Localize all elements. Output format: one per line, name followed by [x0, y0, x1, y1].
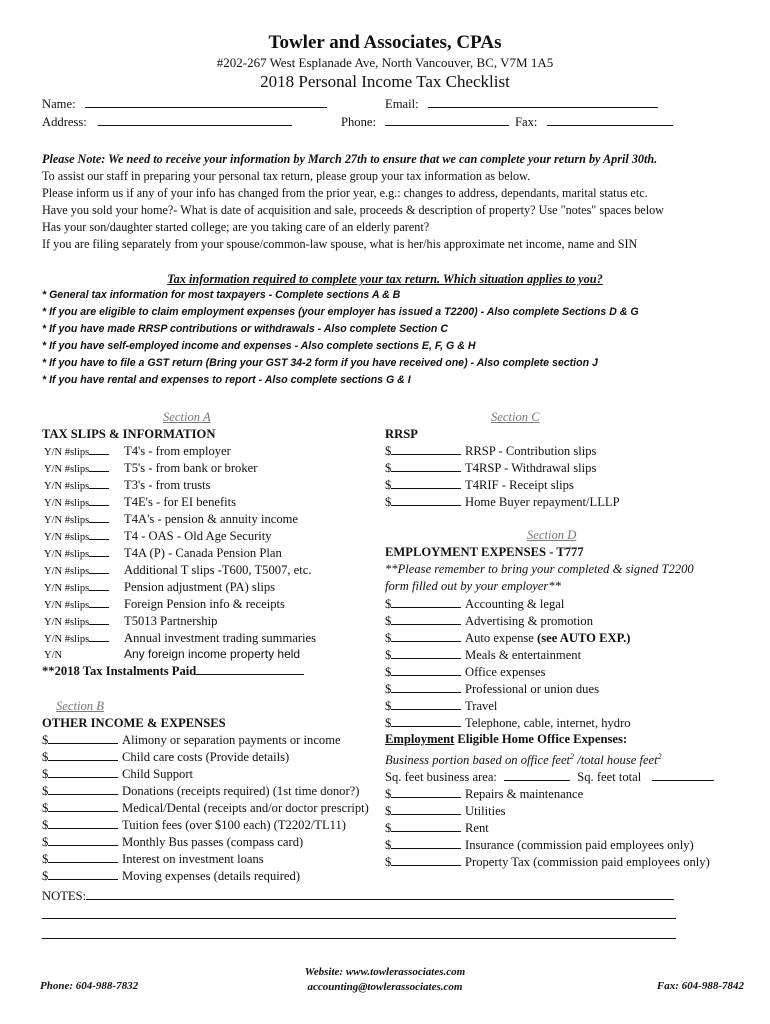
section-b-item: Child Support	[122, 767, 194, 781]
section-a-row	[44, 444, 231, 459]
amount-field[interactable]: $	[385, 804, 465, 819]
name-label: Name:	[42, 97, 76, 111]
situations-heading: Tax information required to complete your tax return. Which situation applies to you?	[167, 272, 603, 286]
amount-field[interactable]: $	[385, 495, 465, 510]
email-input-line[interactable]	[428, 106, 658, 108]
notes-row	[42, 889, 674, 904]
section-d-item: Meals & entertainment	[465, 648, 582, 662]
instalments-input-line[interactable]	[196, 673, 304, 675]
section-d-row	[385, 716, 631, 731]
home-office-row	[385, 804, 506, 819]
section-b-item: Medical/Dental (receipts and/or doctor prescript)	[122, 801, 369, 815]
section-c-item: T4RSP - Withdrawal slips	[465, 461, 597, 475]
section-b-row	[42, 750, 289, 765]
section-d-row	[385, 665, 546, 680]
sqft-total-label: Sq. feet total	[577, 770, 642, 784]
section-d-item: Professional or union dues	[465, 682, 599, 696]
yn-slips-field[interactable]: Y/N #slips	[44, 566, 124, 577]
section-c-row	[385, 495, 620, 510]
section-c-item: RRSP - Contribution slips	[465, 444, 597, 458]
home-office-item: Property Tax (commission paid employees only)	[465, 855, 710, 869]
intro-line: To assist our staff in preparing your personal tax return, please group your tax information as below.	[42, 169, 531, 183]
section-b-heading: OTHER INCOME & EXPENSES	[42, 716, 226, 730]
section-c-item: T4RIF - Receipt slips	[465, 478, 574, 492]
home-office-row	[385, 787, 583, 802]
section-a-row	[44, 647, 300, 662]
section-a-row	[44, 614, 217, 629]
phone-input-line[interactable]	[385, 124, 509, 126]
section-a-row	[44, 529, 272, 544]
business-portion-note: Business portion based on office feet$^2$ /total house feet$^2$	[385, 752, 662, 768]
yn-slips-field[interactable]: Y/N #slips	[44, 549, 124, 560]
situation-item: * If you have self-employed income and expenses - Also complete sections E, F, G & H	[42, 340, 476, 352]
section-b-item: Donations (receipts required) (1st time donor?)	[122, 784, 360, 798]
section-a-row	[44, 631, 316, 646]
section-d-item: Accounting & legal	[465, 597, 565, 611]
amount-field[interactable]: $	[42, 750, 122, 765]
section-d-row	[385, 699, 497, 714]
name-input-line[interactable]	[85, 106, 327, 108]
section-b-item: Child care costs (Provide details)	[122, 750, 290, 764]
section-a-item: Any foreign income property held	[124, 647, 301, 661]
sqft-row	[385, 770, 714, 785]
intro-line: Please inform us if any of your info has changed from the prior year, e.g.: changes to address, dependants, marital status etc.	[42, 186, 648, 200]
section-a-label: Section A	[163, 410, 211, 424]
section-d-row	[385, 631, 630, 646]
section-a-row	[44, 512, 298, 527]
amount-field[interactable]: $	[42, 801, 122, 816]
home-office-item: Utilities	[465, 804, 506, 818]
amount-field[interactable]: $	[385, 787, 465, 802]
amount-field[interactable]: $	[385, 821, 465, 836]
sqft-business-label: Sq. feet business area:	[385, 770, 497, 784]
name-field-row	[42, 97, 327, 112]
home-office-heading-rest: Eligible Home Office Expenses:	[454, 732, 628, 746]
section-c-row	[385, 478, 574, 493]
notes-line[interactable]	[42, 918, 676, 919]
section-d-item: Telephone, cable, internet, hydro	[465, 716, 631, 730]
section-b-row	[42, 784, 359, 799]
phone-label: Phone:	[341, 115, 376, 129]
sqft-business-input-line[interactable]	[504, 779, 570, 781]
section-b-row	[42, 835, 303, 850]
address-label: Address:	[42, 115, 87, 129]
amount-field[interactable]: $	[385, 648, 465, 663]
amount-field[interactable]: $	[385, 699, 465, 714]
situation-item: * If you are eligible to claim employment expenses (your employer has issued a T2200) - Also complete Sections D & G	[42, 306, 639, 318]
section-d-item: Travel	[465, 699, 498, 713]
home-office-item: Repairs & maintenance	[465, 787, 584, 801]
section-a-item: T5013 Partnership	[124, 614, 218, 628]
home-office-heading-underlined: Employment	[385, 732, 455, 746]
section-a-item: T4's - from employer	[124, 444, 231, 458]
fax-label: Fax:	[515, 115, 538, 129]
address-input-line[interactable]	[98, 124, 292, 126]
section-a-item: T4 - OAS - Old Age Security	[124, 529, 272, 543]
email-label: Email:	[385, 97, 419, 111]
section-c-item: Home Buyer repayment/LLLP	[465, 495, 620, 509]
amount-field[interactable]: $	[42, 835, 122, 850]
yn-slips-field[interactable]: Y/N #slips	[44, 515, 124, 526]
section-b-row	[42, 869, 300, 884]
amount-field[interactable]: $	[42, 818, 122, 833]
amount-field[interactable]: $	[385, 597, 465, 612]
amount-field[interactable]: $	[385, 631, 465, 646]
t2200-reminder: **Please remember to bring your completed & signed T2200	[385, 562, 694, 576]
section-a-row	[44, 461, 257, 476]
section-c-label: Section C	[491, 410, 540, 424]
fax-input-line[interactable]	[547, 124, 673, 126]
amount-field[interactable]: $	[42, 784, 122, 799]
section-d-heading: EMPLOYMENT EXPENSES - T777	[385, 545, 584, 559]
section-b-item: Tuition fees (over $100 each) (T2202/TL11)	[122, 818, 346, 832]
address-field-row	[42, 115, 292, 130]
situation-item: * If you have rental and expenses to report - Also complete sections G & I	[42, 374, 411, 386]
yn-slips-field[interactable]: Y/N #slips	[44, 634, 124, 645]
situation-item: * General tax information for most taxpayers - Complete sections A & B	[42, 289, 401, 301]
yn-checkbox[interactable]: Y/N	[44, 650, 63, 661]
notes-line[interactable]	[42, 938, 676, 939]
amount-field[interactable]: $	[385, 838, 465, 853]
home-office-row	[385, 838, 694, 853]
home-office-row	[385, 855, 710, 870]
yn-slips-field[interactable]: Y/N #slips	[44, 481, 124, 492]
instalments-row	[42, 664, 304, 679]
home-office-row	[385, 821, 489, 836]
amount-field[interactable]: $	[42, 852, 122, 867]
section-b-item: Moving expenses (details required)	[122, 869, 301, 883]
t2200-reminder: form filled out by your employer**	[385, 579, 561, 593]
auto-exp-note: (see AUTO EXP.)	[537, 631, 631, 645]
yn-slips-field[interactable]: Y/N #slips	[44, 498, 124, 509]
yn-slips-field[interactable]: Y/N #slips	[44, 583, 124, 594]
amount-field[interactable]: $	[42, 869, 122, 884]
section-a-item: Pension adjustment (PA) slips	[124, 580, 276, 594]
section-b-row	[42, 818, 346, 833]
section-d-row	[385, 597, 564, 612]
intro-line: If you are filing separately from your spouse/common-law spouse, what is her/his approximate net income, name and SIN	[42, 237, 638, 251]
footer-email: accounting@towlerassociates.com	[307, 981, 463, 993]
section-d-item: Office expenses	[465, 665, 546, 679]
yn-slips-field[interactable]: Y/N #slips	[44, 447, 124, 458]
checklist-title: 2018 Personal Income Tax Checklist	[260, 72, 510, 91]
amount-field[interactable]: $	[385, 855, 465, 870]
amount-field[interactable]: $	[385, 682, 465, 697]
amount-field[interactable]: $	[42, 767, 122, 782]
footer-website: Website: www.towlerassociates.com	[304, 966, 466, 978]
section-a-row	[44, 495, 236, 510]
notes-label: NOTES:	[42, 889, 87, 903]
section-d-row	[385, 648, 581, 663]
section-a-row	[44, 478, 211, 493]
situation-item: * If you have to file a GST return (Bring your GST 34-2 form if you have received one) - Also complete section J	[42, 357, 598, 369]
section-c-heading: RRSP	[385, 427, 418, 441]
section-a-row	[44, 563, 312, 578]
email-field-row	[385, 97, 658, 112]
section-b-item: Interest on investment loans	[122, 852, 264, 866]
footer-fax: Fax: 604-988-7842	[656, 980, 744, 992]
section-a-item: T3's - from trusts	[124, 478, 211, 492]
section-b-label: Section B	[56, 699, 104, 713]
section-d-item: Advertising & promotion	[465, 614, 594, 628]
section-a-heading: TAX SLIPS & INFORMATION	[42, 427, 216, 441]
section-b-item: Alimony or separation payments or income	[122, 733, 341, 747]
situation-item: * If you have made RRSP contributions or withdrawals - Also complete Section C	[42, 323, 448, 335]
section-a-item: T5's - from bank or broker	[124, 461, 258, 475]
yn-slips-field[interactable]: Y/N #slips	[44, 600, 124, 611]
section-a-item: Annual investment trading summaries	[124, 631, 317, 645]
section-a-row	[44, 580, 275, 595]
section-b-row	[42, 801, 369, 816]
section-d-item: Auto expense	[465, 631, 538, 645]
amount-field[interactable]: $	[385, 614, 465, 629]
section-b-row	[42, 852, 264, 867]
fax-field-row	[515, 115, 673, 130]
amount-field[interactable]: $	[385, 444, 465, 459]
home-office-item: Insurance (commission paid employees only)	[465, 838, 694, 852]
amount-field[interactable]: $	[385, 716, 465, 731]
sqft-total-input-line[interactable]	[652, 779, 714, 781]
yn-slips-field[interactable]: Y/N #slips	[44, 464, 124, 475]
instalments-label: **2018 Tax Instalments Paid	[42, 664, 197, 678]
home-office-item: Rent	[465, 821, 489, 835]
amount-field[interactable]: $	[385, 478, 465, 493]
amount-field[interactable]: $	[385, 461, 465, 476]
section-a-item: Foreign Pension info & receipts	[124, 597, 285, 611]
intro-line: Has your son/daughter started college; are you taking care of an elderly parent?	[42, 220, 430, 234]
section-b-row	[42, 733, 341, 748]
home-office-heading	[385, 732, 627, 747]
notes-input-line[interactable]	[86, 898, 674, 900]
phone-field-row	[341, 115, 509, 130]
section-a-item: Additional T slips -T600, T5007, etc.	[124, 563, 312, 577]
amount-field[interactable]: $	[385, 665, 465, 680]
section-a-row	[44, 546, 282, 561]
yn-slips-field[interactable]: Y/N #slips	[44, 617, 124, 628]
intro-line: Have you sold your home?- What is date of acquisition and sale, proceeds & description of property? Use "notes" spaces below	[42, 203, 664, 217]
yn-slips-field[interactable]: Y/N #slips	[44, 532, 124, 543]
firm-title: Towler and Associates, CPAs	[268, 32, 502, 53]
section-c-row	[385, 444, 596, 459]
section-c-row	[385, 461, 596, 476]
section-a-item: T4A's - pension & annuity income	[124, 512, 299, 526]
amount-field[interactable]: $	[42, 733, 122, 748]
section-d-label: Section D	[527, 528, 577, 542]
section-b-row	[42, 767, 193, 782]
section-a-item: T4E's - for EI benefits	[124, 495, 237, 509]
deadline-note: Please Note: We need to receive your information by March 27th to ensure that we can complete your return by April 30th.	[42, 152, 658, 166]
section-a-item: T4A (P) - Canada Pension Plan	[124, 546, 282, 560]
footer-phone: Phone: 604-988-7832	[40, 980, 139, 992]
section-b-item: Monthly Bus passes (compass card)	[122, 835, 304, 849]
firm-address: #202-267 West Esplanade Ave, North Vancouver, BC, V7M 1A5	[216, 55, 554, 70]
section-a-row	[44, 597, 285, 612]
section-d-row	[385, 614, 593, 629]
section-d-row	[385, 682, 599, 697]
